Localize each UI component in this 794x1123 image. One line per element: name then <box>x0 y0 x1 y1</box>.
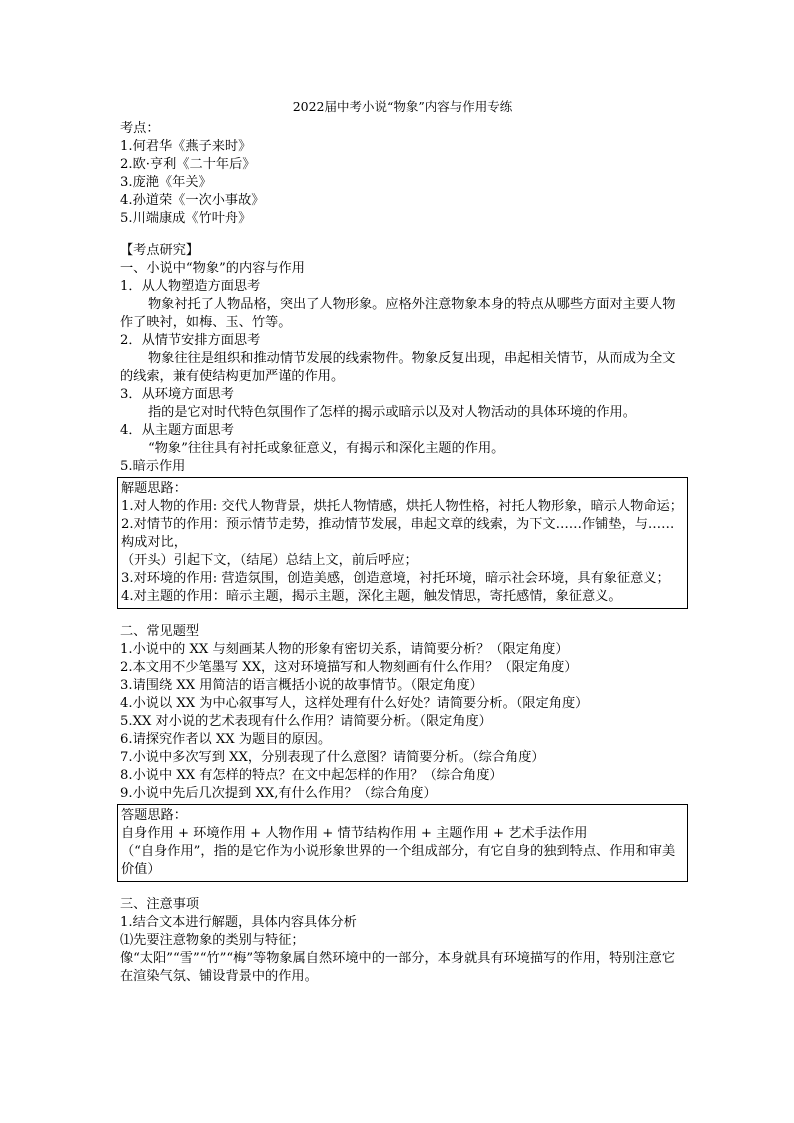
jieti-heading: 解题思路： <box>121 481 187 496</box>
jieti-line: 3.对环境的作用: 营造氛围，创造美感，创造意境，衬托环境，暗示社会环境，具有象征意义； <box>121 571 670 586</box>
point-body: 物象衬托了人物品格，突出了人物形象。应格外注意物象本身的特点从哪些方面对主要人物作了映衬，如梅、玉、竹等。 <box>120 297 676 330</box>
document-page <box>120 98 685 986</box>
tixing-item: 6.请探究作者以 XX 为题目的原因。 <box>120 732 332 747</box>
tixing-section <box>120 623 685 803</box>
yanjiu-section <box>120 242 685 476</box>
dati-heading: 答题思路： <box>121 808 187 823</box>
point-heading: 2．从情节安排方面思考 <box>120 333 261 348</box>
document-title: 2022届中考小说“物象”内容与作用专练 <box>292 99 513 114</box>
point-body: 指的是它对时代特色氛围作了怎样的揭示或暗示以及对人物活动的具体环境的作用。 <box>148 405 636 420</box>
dati-line: 自身作用 + 环境作用 + 人物作用 + 情节结构作用 + 主题作用 + 艺术手法作用 <box>121 826 588 841</box>
jieti-line: 2.对情节的作用：预示情节走势，推动情节发展，串起文章的线索，为下文……作铺垫，与……构成对比， <box>121 517 675 550</box>
kaodian-heading: 考点： <box>120 121 160 136</box>
jieti-line: （开头）引起下文，（结尾）总结上文，前后呼应； <box>121 553 418 568</box>
point-body: “物象”往往具有衬托或象征意义，有揭示和深化主题的作用。 <box>148 441 505 456</box>
zhuyi-line: 1.结合文本进行解题，具体内容具体分析 <box>120 915 357 930</box>
yanjiu-heading: 【考点研究】 <box>120 243 200 258</box>
section-heading-1: 一、小说中“物象”的内容与作用 <box>120 261 305 276</box>
jieti-line: 4.对主题的作用：暗示主题，揭示主题，深化主题，触发情思，寄托感情，象征意义。 <box>121 589 622 604</box>
zhuyi-line: ⑴先要注意物象的类别与特征； <box>120 933 305 948</box>
zhuyi-line: 像“太阳”“雪”“竹”“梅”等物象属自然环境中的一部分，本身就具有环境描写的作用，特别注意它在渲染气氛、铺设背景中的作用。 <box>120 951 676 984</box>
zhuyi-section <box>120 896 685 986</box>
kaodian-item: 1.何君华《燕子来时》 <box>120 139 252 154</box>
point-heading: 1．从人物塑造方面思考 <box>120 279 261 294</box>
tixing-item: 9.小说中先后几次提到 XX,有什么作用？（综合角度） <box>120 786 437 801</box>
jieti-line: 1.对人物的作用: 交代人物背景，烘托人物情感，烘托人物性格，衬托人物形象，暗示人物命运； <box>121 499 683 514</box>
kaodian-item: 5.川端康成《竹叶舟》 <box>120 211 252 226</box>
tixing-item: 5.XX 对小说的艺术表现有什么作用？请简要分析。（限定角度） <box>120 714 492 729</box>
tixing-item: 2.本文用不少笔墨写 XX，这对环境描写和人物刻画有什么作用？（限定角度） <box>120 660 578 675</box>
jieti-box <box>117 477 688 609</box>
tixing-item: 3.请围绕 XX 用简洁的语言概括小说的故事情节。（限定角度） <box>120 678 483 693</box>
point-heading: 3．从环境方面思考 <box>120 387 234 402</box>
point-body: 物象往往是组织和推动情节发展的线索物件。物象反复出现，串起相关情节，从而成为全文的线索，兼有使结构更加严谨的作用。 <box>120 351 676 384</box>
tixing-item: 1.小说中的 XX 与刻画某人物的形象有密切关系，请简要分析？（限定角度） <box>120 642 569 657</box>
tixing-item: 4.小说以 XX 为中心叙事写人，这样处理有什么好处？请简要分析。（限定角度） <box>120 696 589 711</box>
section-heading-2: 二、常见题型 <box>120 624 200 639</box>
kaodian-item: 3.庞滟《年关》 <box>120 175 212 190</box>
kaodian-section <box>120 120 685 228</box>
section-heading-3: 三、注意事项 <box>120 897 200 912</box>
dati-box <box>117 804 688 882</box>
tixing-item: 8.小说中 XX 有怎样的特点？在文中起怎样的作用？（综合角度） <box>120 768 503 783</box>
tixing-item: 7.小说中多次写到 XX，分别表现了什么意图？请简要分析。（综合角度） <box>120 750 545 765</box>
dati-line: （“自身作用”，指的是它作为小说形象世界的一个组成部分，有它自身的独到特点、作用和审美价值） <box>121 844 676 877</box>
point-heading: 5.暗示作用 <box>120 459 186 474</box>
kaodian-item: 4.孙道荣《一次小事故》 <box>120 193 265 208</box>
point-heading: 4．从主题方面思考 <box>120 423 234 438</box>
kaodian-item: 2.欧·亨利《二十年后》 <box>120 157 256 172</box>
